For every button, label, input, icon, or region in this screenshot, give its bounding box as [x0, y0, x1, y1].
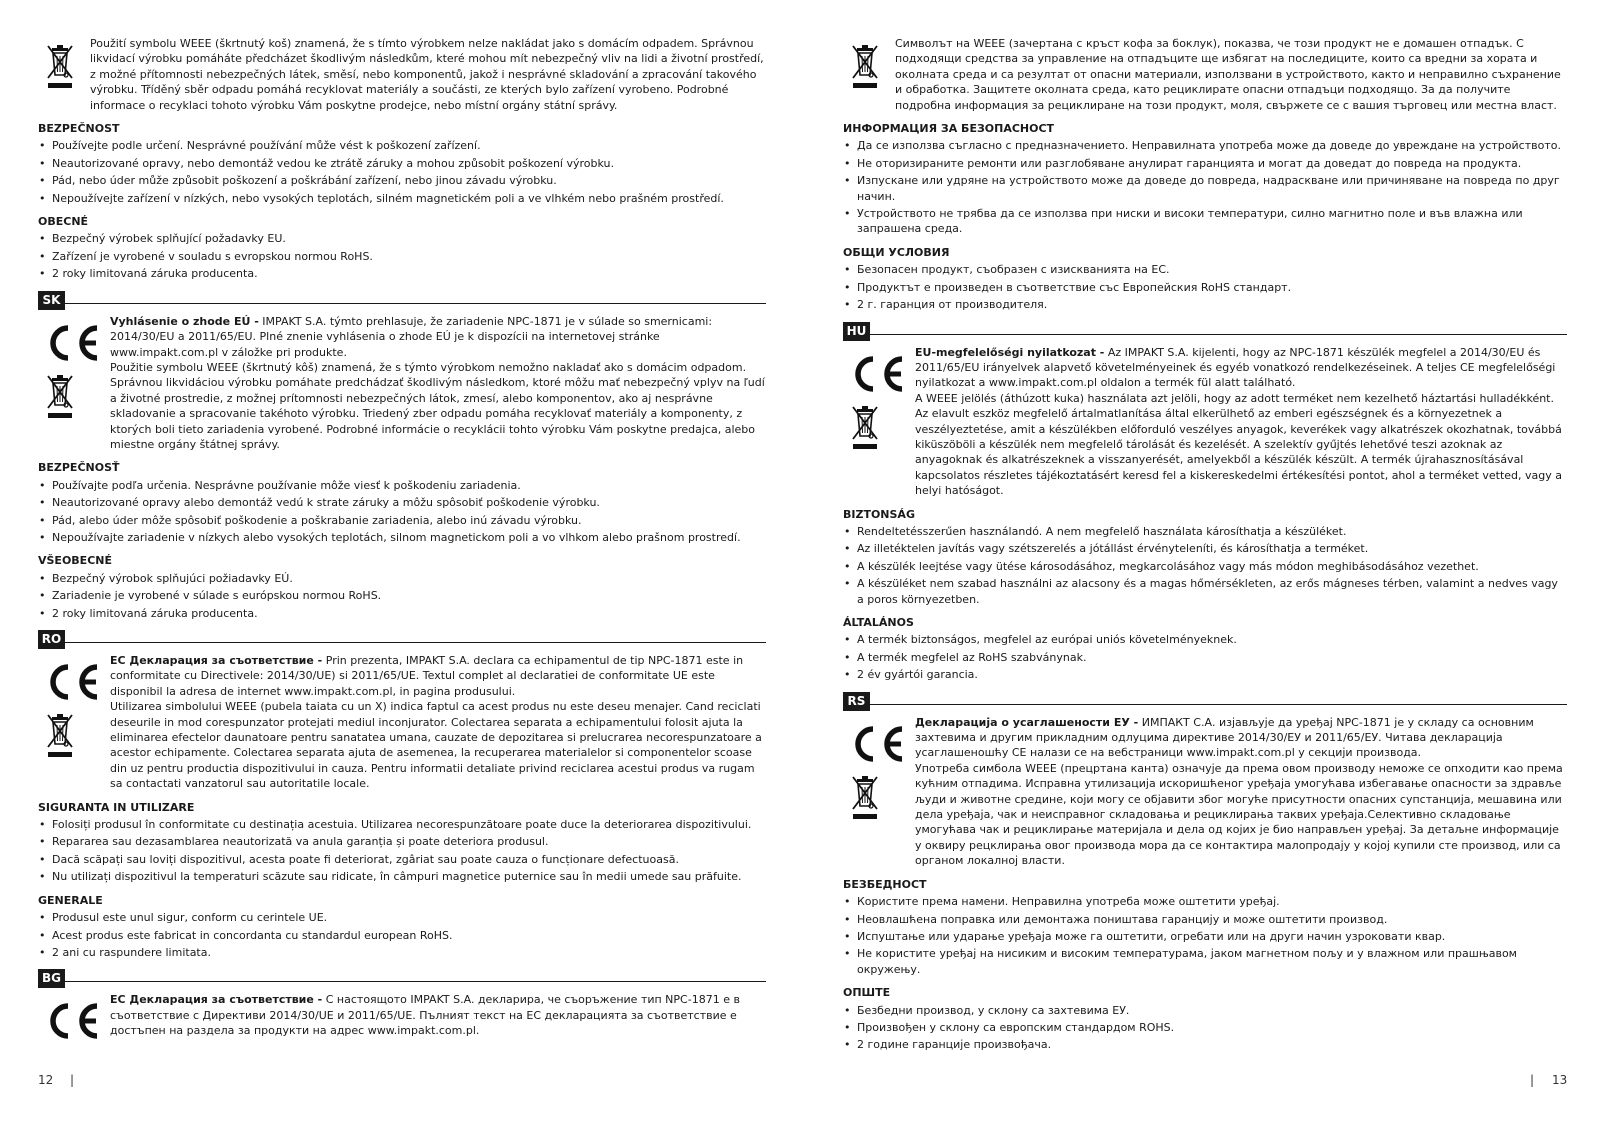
- hu-general-title: ÁLTALÁNOS: [843, 616, 914, 629]
- page-number-separator: |: [1530, 1073, 1535, 1087]
- bg-general-title: ОБЩИ УСЛОВИЯ: [843, 245, 950, 259]
- rs-general-list: [843, 1003, 1567, 1053]
- rs-ce-declaration-text: ИМПАКТ С.А. изјављује да уређај NPC-1871 је у складу са основним захтевима и другим прикладним одлуцима директиве 2014/30/ЕУ и 2011/65/ЕУ. Читава декларација усаглашеношћу CE налази се на вебстраници www.impakt.com.pl у секцији производа.: [915, 715, 1534, 760]
- list-item: • Устройството не трябва да се използва при ниски и високи температури, силно магнитно поле и във влажна или запрашена среда.: [843, 206, 1567, 237]
- list-item: • Произвођен у склону са европским стандардом ROHS.: [843, 1020, 1567, 1035]
- list-item: • Acest produs este fabricat in concordanta cu standardul european RoHS.: [38, 928, 766, 943]
- rs-ce-weee-section: [843, 715, 1567, 869]
- list-item: • Продуктът е произведен в съответствие със Европейския RoHS стандарт.: [843, 280, 1567, 295]
- ro-general-list: [38, 910, 766, 960]
- sk-general-title: VŠEOBECNÉ: [38, 554, 112, 568]
- sk-safety-title: BEZPEČNOSŤ: [38, 461, 120, 475]
- weee-crossed-bin-icon: [849, 403, 883, 451]
- sk-ce-declaration-text: IMPAKT S.A. týmto prehlasuje, že zariadenie NPC-1871 je v súlade so smernicami: 2014/30/EU a 2011/65/EU. Plné znenie vyhlásenia o zhode EÚ je k dispozícii na internetovej stránke www.impakt.com.pl v záložke pri produkte.: [110, 314, 713, 359]
- list-item: • Не оторизираните ремонти или разглобяване анулират гаранцията и могат да доведат до повреда на продукта.: [843, 156, 1567, 171]
- ro-general-title: GENERALE: [38, 893, 103, 907]
- list-item: • Nepoužívajte zariadenie v nízkych alebo vysokých teplotách, silnom magnetickom poli a vo vlhkom alebo prašnom prostredí.: [38, 530, 766, 545]
- list-item: • Zariadenie je vyrobené v súlade s európskou normou RoHS.: [38, 588, 766, 603]
- list-item: • A termék megfelel az RoHS szabványnak.: [843, 650, 1567, 665]
- rs-weee-text: Употреба симбола WEEE (прецртана канта) означује да према овом производу неможе се опходити као према кућним отпадима. Исправна утилизација искоришћеног уређаја умогућава избегавање опасности за здравље људи и животне средине, који могу се објавити због могуће присутности опасних супстанција, мешавина или дела уређаја, чак и неисправног складовања и рециклирања таквих уређаја.Селективно складовање умогућава чак и рециклирање материјала и дела од којих је био направљен уређај. За детаљне информације у оквиру рецклирања овог производа мора да се контактира малопродају у којој купили сте производ, или са органом локалној власти.: [915, 761, 1563, 868]
- list-item: • 2 ani cu raspundere limitata.: [38, 945, 766, 960]
- list-item: • Pád, nebo úder může způsobit poškození a poškrábání zařízení, nebo jinou závadu výrobku.: [38, 173, 766, 188]
- list-item: • Pád, alebo úder môže spôsobiť poškodenie a poškrabanie zariadenia, alebo inú závadu výrobku.: [38, 513, 766, 528]
- divider: [870, 704, 1567, 705]
- hu-safety-list: [843, 524, 1567, 607]
- divider: [65, 642, 766, 643]
- list-item: • Bezpečný výrobek splňující požadavky EU.: [38, 231, 766, 246]
- bg-safety-list: [843, 138, 1567, 236]
- list-item: • Nu utilizați dispozitivul la temperaturi scăzute sau ridicate, în câmpuri magnetice puternice sau în medii umede sau prăfuite.: [38, 869, 766, 884]
- rs-general-title: ОПШТЕ: [843, 986, 891, 1000]
- list-item: • Безопасен продукт, съобразен с изискванията на ЕС.: [843, 262, 1567, 277]
- ro-safety-list: [38, 817, 766, 885]
- list-item: • Rendeltetésszerűen használandó. A nem megfelelő használata károsíthatja a készüléket.: [843, 524, 1567, 539]
- page-number-left: 12: [38, 1073, 54, 1087]
- cz-weee-section: [38, 36, 766, 113]
- divider: [65, 303, 766, 304]
- list-item: • 2 roky limitovaná záruka producenta.: [38, 266, 766, 281]
- list-item: • Používejte podle určení. Nesprávné používání může vést k poškození zařízení.: [38, 138, 766, 153]
- ro-ce-declaration-text: Prin prezenta, IMPAKT S.A. declara ca echipamentul de tip NPC-1871 este in conformitate cu Directivele: 2014/30/UE) si 2011/65/UE. Textul complet al declaratiei de conformitate UE este disponibil la adresa de internet www.impakt.com.pl, in pagina produsului.: [110, 654, 744, 698]
- list-item: • Neautorizované opravy alebo demontáž vedú k strate záruky a môžu spôsobiť poškodenie výrobku.: [38, 495, 766, 510]
- list-item: • Испуштање или ударање уређаја може га оштетити, огребати или на други начин узроковати квар.: [843, 929, 1567, 944]
- sk-safety-list: [38, 478, 766, 546]
- list-item: • Nepoužívejte zařízení v nízkých, nebo vysokých teplotách, silném magnetickém poli a ve vlhkém nebo prašném prostředí.: [38, 191, 766, 206]
- ce-mark-icon: [849, 353, 907, 395]
- list-item: • Да се използва съгласно с предназначението. Неправилната употреба може да доведе до увреждане на устройството.: [843, 138, 1567, 153]
- weee-crossed-bin-icon: [849, 773, 883, 821]
- list-item: • A készüléket nem szabad használni az alacsony és a magas hőmérsékleten, az erős mágneses térben, valamint a nedves vagy a poros környezetben.: [843, 576, 1567, 607]
- ro-ce-weee-section: [38, 653, 766, 792]
- hu-general-list: [843, 632, 1567, 682]
- ce-mark-icon: [44, 322, 102, 364]
- rs-safety-title: БЕЗБЕДНОСТ: [843, 877, 927, 891]
- hu-ce-declaration-text: Az IMPAKT S.A. kijelenti, hogy az NPC-1871 készülék megfelel a 2014/30/EU és 2011/65/EU irányelvek alapvető követelményeinek és egyéb vonatkozó rendelkezéseinek. A teljes CE megfelelőségi nyilatkozat a www.impakt.com.pl oldalon a termék fül alatt található.: [915, 345, 1556, 390]
- sk-weee-text: Použitie symbolu WEEE (škrtnutý kôš) znamená, že s týmto výrobkom nemožno nakladať ako s domácim odpadom. Správnou likvidáciou výrobku pomáhate predchádzať škodlivým následkom, ktoré môžu mať nebezpečný vplyv na ľudí a životné prostredie, z možnej prítomnosti nebezpečných látok, zmesí, alebo komponentov, ako aj nesprávne skladovanie a spracovanie takéhoto výrobku. Triedený zber odpadu pomáha recyklovať materiály a komponenty, z ktorých boli tieto zariadenia vyrobené. Podrobné informácie o recyklácii tohto výrobku Vám poskytne predajca, alebo miestne orgány štátnej správy.: [110, 360, 765, 451]
- list-item: • Používajte podľa určenia. Nesprávne používanie môže viesť k poškodeniu zariadenia.: [38, 478, 766, 493]
- list-item: • Neautorizované opravy, nebo demontáž vedou ke ztrátě záruky a mohou způsobit poškození výrobku.: [38, 156, 766, 171]
- bg-ce-declaration-title: ЕС Декларация за съответствие -: [110, 993, 323, 1007]
- list-item: • Folosiți produsul în conformitate cu destinația acestuia. Utilizarea necorespunzătoare poate duce la deteriorarea dispozitivului.: [38, 817, 766, 832]
- list-item: • 2 roky limitovaná záruka producenta.: [38, 606, 766, 621]
- ro-weee-text: Utilizarea simbolului WEEE (pubela taiata cu un X) indica faptul ca acest produs nu este deseu menajer. Cand reciclati deseurile in mod corespunzator protejati mediul inconjurator. Colectarea separata a echipamentului folosit ajuta la eliminarea efectelor daunatoare pentru sanatatea umana, cauzate de depozitarea si prelucrarea necorespunzatoare a acestor echipamente. Colectarea separata ajuta de asemenea, la recuperarea materialelor si componentelor scoase din uz pentru productia dispozitivului in cauza. Pentru informatii detaliate privind reciclarea acestui produs va rugam sa contactati vanzatorul sau autoritatile locale.: [110, 700, 762, 791]
- weee-crossed-bin-icon: [44, 42, 78, 90]
- ro-ce-declaration-title: EC Декларация за съответствие -: [110, 654, 323, 667]
- sk-ce-weee-section: [38, 314, 766, 453]
- weee-crossed-bin-icon: [849, 42, 883, 90]
- ce-mark-icon: [44, 1000, 102, 1042]
- sk-general-list: [38, 571, 766, 621]
- cz-safety-title: BEZPEČNOST: [38, 122, 120, 136]
- list-item: • A termék biztonságos, megfelel az európai uniós követelményeknek.: [843, 632, 1567, 647]
- hu-safety-title: BIZTONSÁG: [843, 507, 915, 521]
- weee-crossed-bin-icon: [44, 372, 78, 420]
- page-number-right: 13: [1552, 1073, 1568, 1087]
- rs-safety-list: [843, 894, 1567, 977]
- hu-ce-weee-section: [843, 345, 1567, 499]
- list-item: • Безбедни производ, у склону са захтевима ЕУ.: [843, 1003, 1567, 1018]
- list-item: • Користите према намени. Неправилна употреба може оштетити уређај.: [843, 894, 1567, 909]
- bg-ce-declaration-text: С настоящото IMPAKT S.A. декларира, че съоръжение тип NPC-1871 е в съответствие с Директиви 2014/30/UE и 2011/65/UE. Пълният текст на ЕС декларацията за съответствие е достъпен на раздела за продукти на адрес www.impakt.com.pl.: [110, 993, 740, 1038]
- cz-general-list: [38, 231, 766, 281]
- list-item: • 2 године гаранције произвођача.: [843, 1037, 1567, 1052]
- ce-mark-icon: [849, 723, 907, 765]
- list-item: • Dacă scăpați sau loviți dispozitivul, acesta poate fi deteriorat, zgâriat sau poate cauza o funcționare defectuoasă.: [38, 852, 766, 867]
- rs-language-header: [843, 692, 1567, 711]
- list-item: • Bezpečný výrobok splňujúci požiadavky EÚ.: [38, 571, 766, 586]
- list-item: • Produsul este unul sigur, conform cu cerintele UE.: [38, 910, 766, 925]
- ro-language-header: [38, 630, 766, 649]
- list-item: • Неовлашћена поправка или демонтажа поништава гаранцију и може оштетити производ.: [843, 912, 1567, 927]
- list-item: • A készülék leejtése vagy ütése károsodásához, megkarcolásához vagy más módon meghibásodásához vezethet.: [843, 559, 1567, 574]
- list-item: • 2 év gyártói garancia.: [843, 667, 1567, 682]
- list-item: • 2 г. гаранция от производителя.: [843, 297, 1567, 312]
- page-number-separator: |: [70, 1073, 75, 1087]
- list-item: • Az illetéktelen javítás vagy szétszerelés a jótállást érvényteleníti, és károsíthatja a terméket.: [843, 541, 1567, 556]
- hu-ce-declaration-title: EU-megfelelőségi nyilatkozat -: [915, 345, 1105, 359]
- ro-safety-title: SIGURANTA IN UTILIZARE: [38, 800, 195, 814]
- weee-crossed-bin-icon: [44, 711, 78, 759]
- hu-weee-text: A WEEE jelölés (áthúzott kuka) használata azt jelöli, hogy az adott terméket nem kezelhető háztartási hulladékként. Az elavult eszköz megfelelő ártalmatlanítása által elkerülhető az emberi egészségnek és a környezetnek a veszélyeztetése, amit a készülékben előforduló veszélyes anyagok, keverékek vagy alkatrészek okozhatnak, továbbá kiküszöböli a készülék nem megfelelő tárolását és kezelését. A szelektív gyűjtés lehetővé teszi azoknak az anyagoknak és alkatrészeknek a visszanyerését, amelyekből a készülék készült. A termék újrahasznosításával kapcsolatos részletes tájékoztatásért keresd fel a kiskereskedelmi értékesítési pontot, ahol a terméket vetted, vagy a helyi hatóságot.: [915, 391, 1563, 498]
- rs-ce-declaration-title: Декларација о усаглашености ЕУ -: [915, 715, 1139, 729]
- ro-language-badge: RO: [38, 630, 65, 649]
- rs-language-badge: RS: [843, 692, 870, 711]
- bg-general-list: [843, 262, 1567, 312]
- cz-safety-list: [38, 138, 766, 206]
- divider: [870, 334, 1567, 335]
- right-page: [843, 36, 1567, 1055]
- list-item: • Zařízení je vyrobené v souladu s evropskou normou RoHS.: [38, 249, 766, 264]
- sk-language-badge: SK: [38, 291, 65, 310]
- sk-language-header: [38, 291, 766, 310]
- list-item: • Не користите уређај на нисиким и високим температурама, јаком магнетном пољу и у влажном или прашњавом окружењу.: [843, 946, 1567, 977]
- ce-mark-icon: [44, 661, 102, 703]
- bg-safety-title: ИНФОРМАЦИЯ ЗА БЕЗОПАСНОСТ: [843, 122, 1055, 136]
- bg-language-header: [38, 969, 766, 988]
- bg-ce-section: [38, 992, 766, 1038]
- hu-language-header: [843, 322, 1567, 341]
- list-item: • Repararea sau dezasamblarea neautorizată va anula garanția și poate deteriora produsul.: [38, 834, 766, 849]
- bg-weee-text: Символът на WEEE (зачертана с кръст кофа за боклук), показва, че този продукт не е домашен отпадък. С подходящи средства за управление на отпадъците ще избягат на последиците, които са вредни за хората и околната среда и са резултат от опасни материали, използвани в устройството, както и неправилно съхранение и обработка. Защитете околната среда, като рециклирате опасни отпадъци подходящо. За да получите подробна информация за рециклиране на този продукт, моля, свържете се с вашия търговец или местна власт.: [895, 37, 1561, 112]
- cz-weee-text: Použití symbolu WEEE (škrtnutý koš) znamená, že s tímto výrobkem nelze nakládat jako s domácím odpadem. Správnou likvidací výrobku pomáháte předcházet škodlivým následkům, které mohou mít nebezpečný vliv na lidi a životní prostředí, z možné přítomnosti nebezpečných látek, směsí, nebo komponentů, jakož i nesprávné skladování a zpracování takového výrobku. Tříděný sběr odpadu pomáhá recyklovat materiály a součásti, ze kterých bylo zařízení vyrobeno. Podrobné informace o recyklaci tohoto výrobku Vám poskytne prodejce, nebo místní orgány státní správy.: [90, 37, 764, 112]
- divider: [65, 981, 766, 982]
- list-item: • Изпускане или удряне на устройството може да доведе до повреда, надраскване или причиняване на повреда по друг начин.: [843, 173, 1567, 204]
- bg-language-badge: BG: [38, 969, 65, 988]
- bg-weee-section: [843, 36, 1567, 113]
- hu-language-badge: HU: [843, 322, 870, 341]
- sk-ce-declaration-title: Vyhlásenie o zhode EÚ -: [110, 314, 259, 328]
- cz-general-title: OBECNÉ: [38, 215, 89, 229]
- left-page: [38, 36, 766, 1039]
